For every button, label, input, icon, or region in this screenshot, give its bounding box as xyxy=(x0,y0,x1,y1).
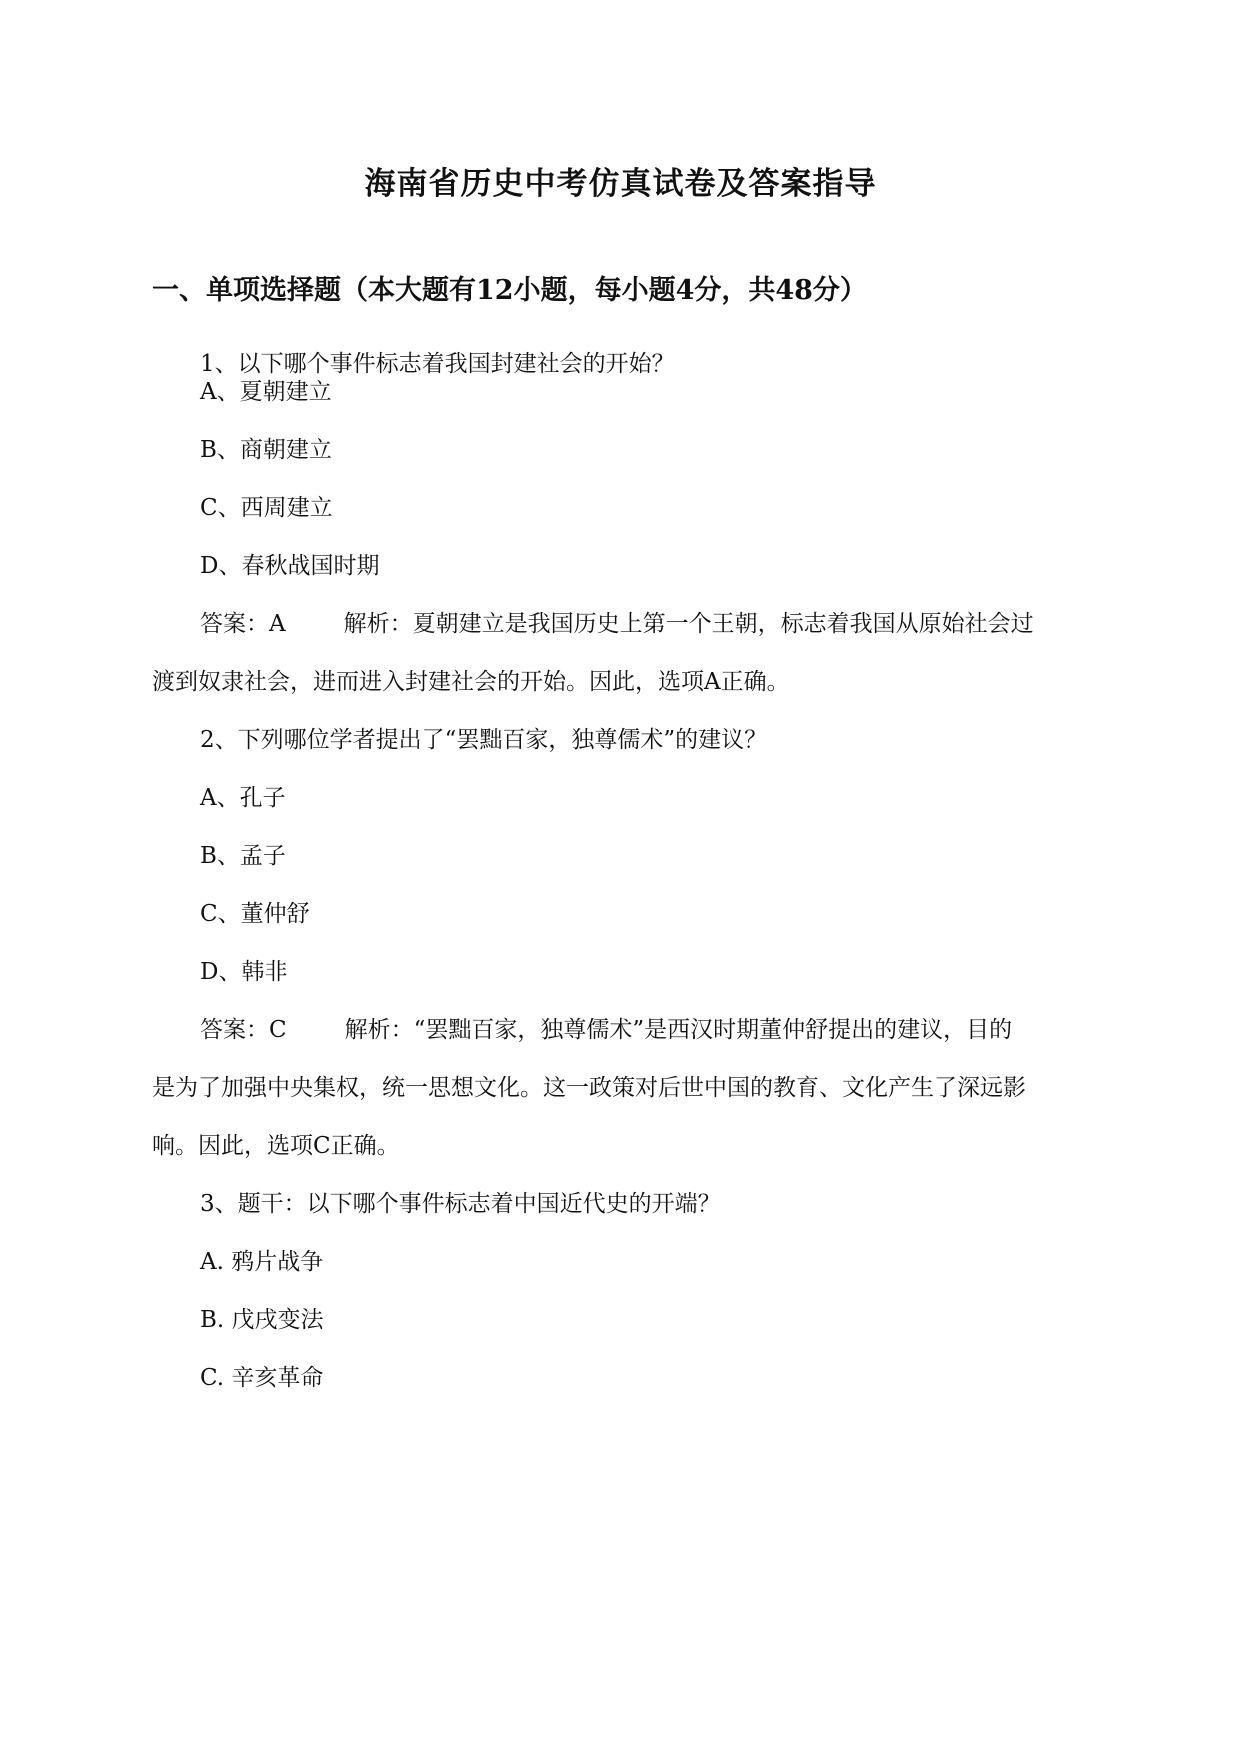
question-2-option-d: D、韩非 xyxy=(200,959,288,985)
question-3-option-c: C. 辛亥革命 xyxy=(200,1365,324,1391)
question-1-answer-line xyxy=(200,605,1034,638)
question-2-option-b: B、孟子 xyxy=(200,843,286,869)
document-title: 海南省历史中考仿真试卷及答案指导 xyxy=(364,166,877,202)
question-3-stem: 3、题干：以下哪个事件标志着中国近代史的开端？ xyxy=(200,1191,721,1217)
question-3-option-b: B. 戊戌变法 xyxy=(200,1307,324,1333)
question-2-option-c: C、董仲舒 xyxy=(200,901,310,927)
question-1-answer: 答案：A xyxy=(200,611,286,637)
question-1-option-a: A、夏朝建立 xyxy=(200,379,332,405)
question-1-analysis-line-1: 解析：夏朝建立是我国历史上第一个王朝，标志着我国从原始社会过 xyxy=(343,611,1034,637)
question-2-analysis-line-3: 响。因此，选项C正确。 xyxy=(152,1133,400,1159)
question-2-analysis-line-2: 是为了加强中央集权，统一思想文化。这一政策对后世中国的教育、文化产生了深远影 xyxy=(152,1075,1026,1101)
question-2-answer-line xyxy=(200,1011,1012,1044)
question-1-option-d: D、春秋战国时期 xyxy=(200,553,380,579)
section-heading: 一、单项选择题（本大题有12小题，每小题4分，共48分） xyxy=(152,275,867,306)
question-1-option-b: B、商朝建立 xyxy=(200,437,332,463)
question-1-analysis-line-2: 渡到奴隶社会，进而进入封建社会的开始。因此，选项A正确。 xyxy=(152,669,790,695)
question-3-option-a: A. 鸦片战争 xyxy=(200,1249,324,1275)
question-2-analysis-line-1: 解析：“罢黜百家，独尊儒术”是西汉时期董仲舒提出的建议，目的 xyxy=(344,1017,1013,1043)
question-2-option-a: A、孔子 xyxy=(200,785,286,811)
question-1-stem: 1、以下哪个事件标志着我国封建社会的开始？ xyxy=(200,351,675,377)
question-2-stem: 2、下列哪位学者提出了“罢黜百家，独尊儒术”的建议？ xyxy=(200,727,768,753)
question-2-answer: 答案：C xyxy=(200,1017,287,1043)
question-1-option-c: C、西周建立 xyxy=(200,495,333,521)
